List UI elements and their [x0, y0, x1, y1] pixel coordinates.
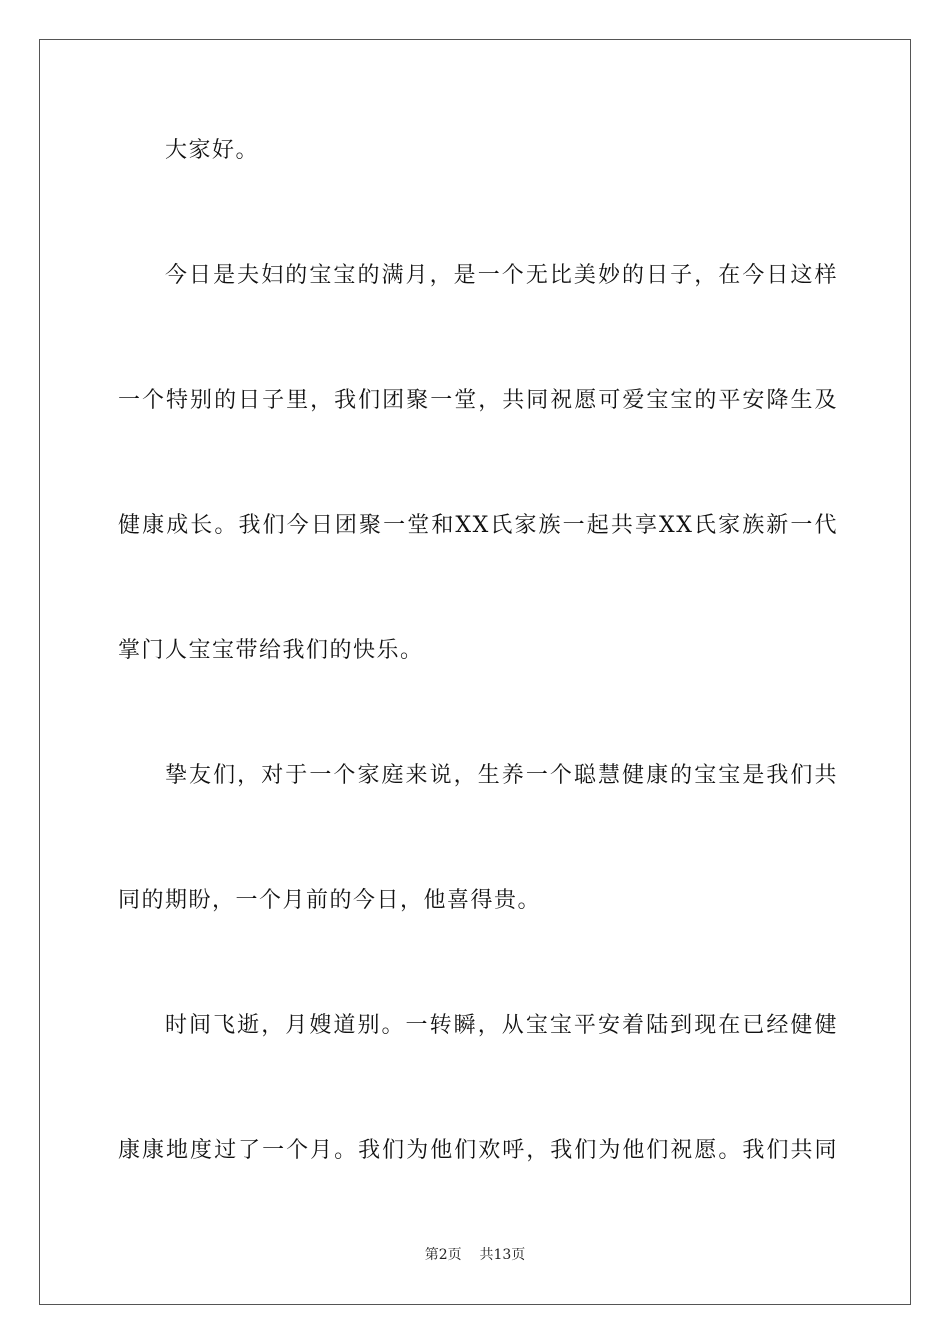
- page-border: [39, 39, 911, 1305]
- paragraph-line: 同的期盼，一个月前的今日，他喜得贵。: [118, 888, 542, 913]
- paragraph-line: 挚友们，对于一个家庭来说，生养一个聪慧健康的宝宝是我们共: [165, 763, 838, 788]
- page-footer: [0, 1246, 950, 1264]
- paragraph-line: 康康地度过了一个月。我们为他们欢呼，我们为他们祝愿。我们共同: [118, 1138, 838, 1163]
- total-pages: 共13页: [479, 1247, 526, 1263]
- paragraph-line: 掌门人宝宝带给我们的快乐。: [118, 638, 424, 663]
- paragraph-line: 健康成长。我们今日团聚一堂和XX氏家族一起共享XX氏家族新一代: [118, 513, 838, 538]
- paragraph-line: 时间飞逝，月嫂道别。一转瞬，从宝宝平安着陆到现在已经健健: [165, 1013, 838, 1038]
- page-number: 第2页: [424, 1247, 462, 1263]
- paragraph-line: 大家好。: [165, 138, 260, 163]
- paragraph-line: 一个特别的日子里，我们团聚一堂，共同祝愿可爱宝宝的平安降生及: [118, 388, 838, 413]
- paragraph-line: 今日是夫妇的宝宝的满月，是一个无比美妙的日子，在今日这样: [165, 263, 838, 288]
